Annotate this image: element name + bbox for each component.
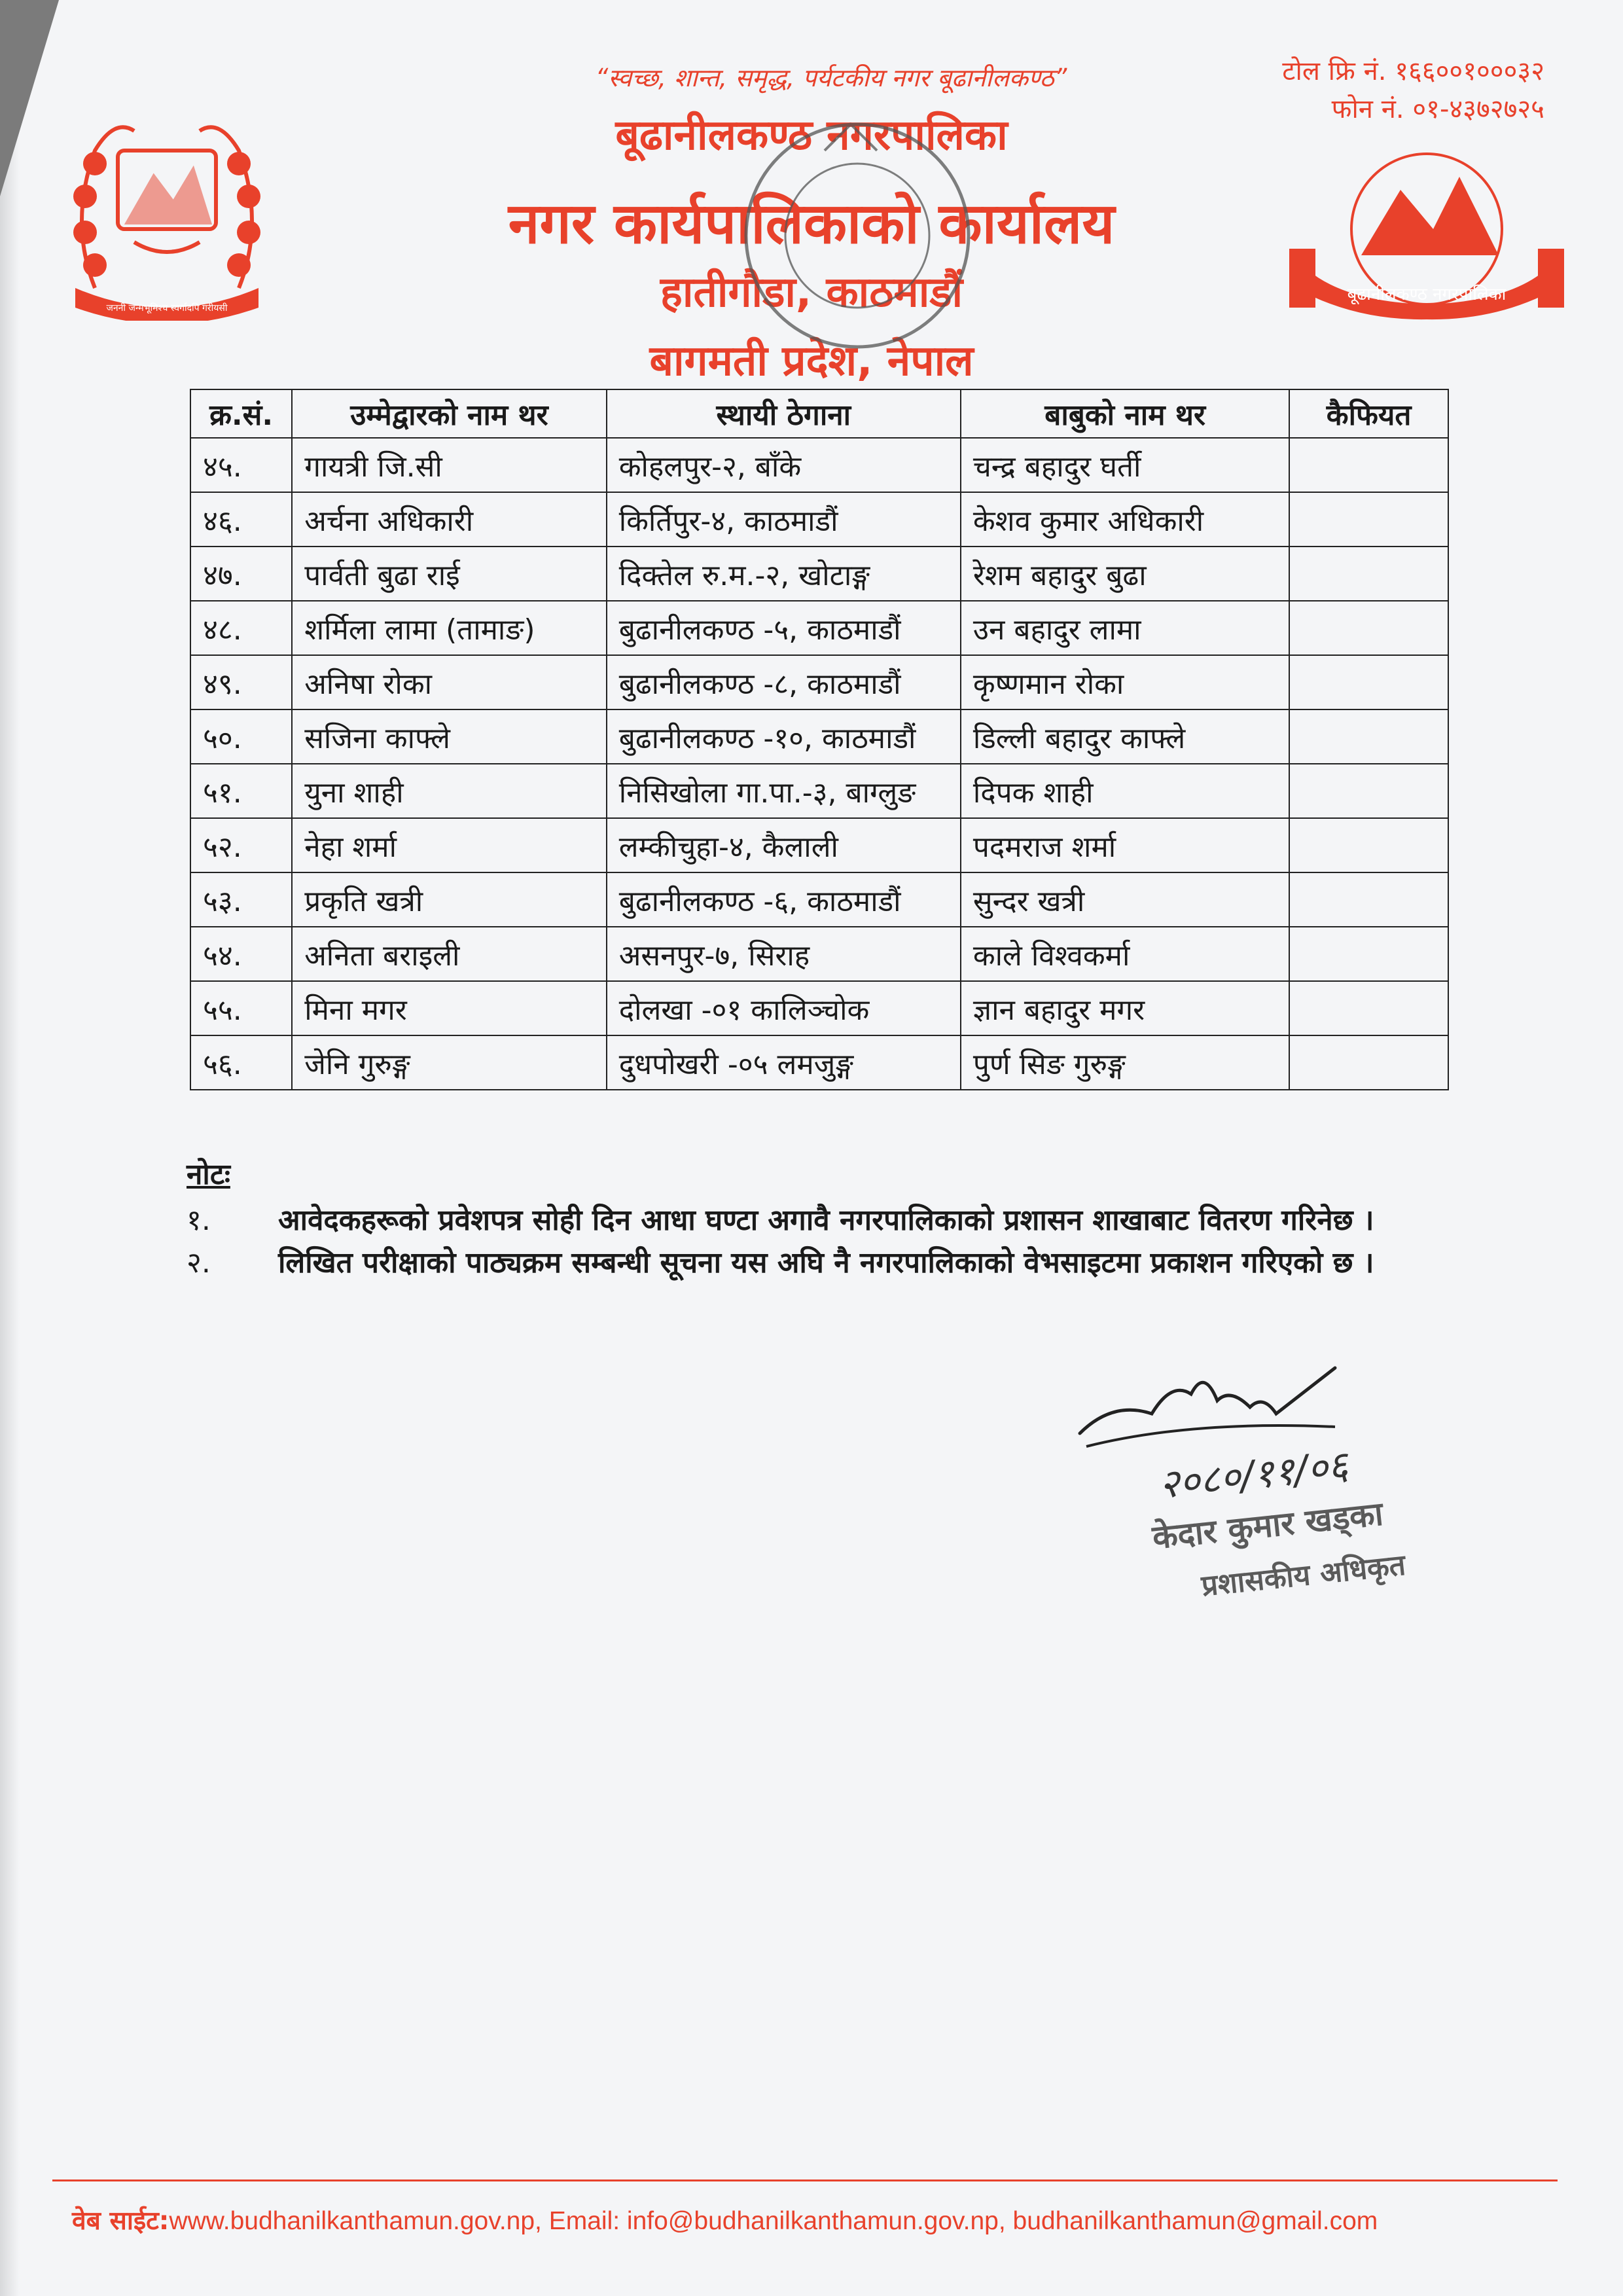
cell-remark: [1289, 1035, 1448, 1090]
municipality-logo-icon: [1283, 151, 1571, 321]
header-remarks: कैफियत: [1289, 389, 1448, 438]
table-row: [190, 601, 1448, 655]
cell-address: किर्तिपुर-४, काठमाडौं: [607, 492, 961, 547]
cell-serial: ५४.: [190, 927, 292, 981]
cell-address: बुढानीलकण्ठ -५, काठमाडौं: [607, 601, 961, 655]
cell-name: शर्मिला लामा (तामाङ): [292, 601, 607, 655]
cell-name: मिना मगर: [292, 981, 607, 1035]
table-row: [190, 709, 1448, 764]
cell-remark: [1289, 438, 1448, 492]
table-row: [190, 655, 1448, 709]
signature-date: २०८०/११/०६: [1156, 1443, 1351, 1508]
cell-remark: [1289, 872, 1448, 927]
toll-free-number: टोल फ्रि नं. १६६००१०००३२: [1282, 56, 1544, 86]
header-candidate-name: उम्मेद्वारको नाम थर: [292, 389, 607, 438]
svg-text:जननी जन्मभूमिश्च स्वर्गादपि गर: जननी जन्मभूमिश्च स्वर्गादपि गरीयसी: [106, 303, 228, 314]
table-row: [190, 872, 1448, 927]
cell-father: केशव कुमार अधिकारी: [961, 492, 1289, 547]
cell-address: निसिखोला गा.पा.-३, बाग्लुङ: [607, 764, 961, 818]
address-line-2: बागमती प्रदेश, नेपाल: [649, 337, 974, 386]
cell-remark: [1289, 927, 1448, 981]
cell-father: काले विश्वकर्मा: [961, 927, 1289, 981]
cell-name: युना शाही: [292, 764, 607, 818]
table-row: [190, 547, 1448, 601]
table-row: [190, 492, 1448, 547]
footer-contacts[interactable]: www.budhanilkanthamun.gov.np, Email: info@budhanilkanthamun.gov.np, budhanilkanthamun@gmail.com: [169, 2207, 1378, 2235]
phone-number: फोन नं. ०१-४३७२७२५: [1331, 94, 1544, 124]
cell-father: उन बहादुर लामा: [961, 601, 1289, 655]
cell-remark: [1289, 709, 1448, 764]
cell-serial: ४९.: [190, 655, 292, 709]
cell-address: बुढानीलकण्ठ -६, काठमाडौं: [607, 872, 961, 927]
cell-father: डिल्ली बहादुर काफ्ले: [961, 709, 1289, 764]
cell-serial: ५२.: [190, 818, 292, 872]
note-item: [187, 1242, 1495, 1281]
note-item: [187, 1199, 1495, 1238]
cell-serial: ५३.: [190, 872, 292, 927]
table-row: [190, 981, 1448, 1035]
cell-serial: ४५.: [190, 438, 292, 492]
cell-name: जेनि गुरुङ्ग: [292, 1035, 607, 1090]
cell-name: नेहा शर्मा: [292, 818, 607, 872]
cell-address: दोलखा -०१ कालिञ्चोक: [607, 981, 961, 1035]
cell-address: लम्कीचुहा-४, कैलाली: [607, 818, 961, 872]
table-row: [190, 818, 1448, 872]
cell-remark: [1289, 601, 1448, 655]
cell-remark: [1289, 547, 1448, 601]
table-row: [190, 1035, 1448, 1090]
header-father-name: बाबुको नाम थर: [961, 389, 1289, 438]
cell-name: प्रकृति खत्री: [292, 872, 607, 927]
scan-corner-fold: [0, 0, 59, 196]
cell-address: दिक्तेल रु.म.-२, खोटाङ्ग: [607, 547, 961, 601]
cell-serial: ५०.: [190, 709, 292, 764]
candidate-table: [190, 389, 1449, 1090]
svg-text:बूढानीलकण्ठ नगरपालिका: बूढानीलकण्ठ नगरपालिका: [1347, 285, 1507, 304]
cell-father: पुर्ण सिङ गुरुङ्ग: [961, 1035, 1289, 1090]
table-body: [190, 438, 1448, 1090]
notes-title: नोटः: [187, 1158, 230, 1191]
note-text: लिखित परीक्षाको पाठ्यक्रम सम्बन्धी सूचना यस अघि नै नगरपालिकाको वेभसाइटमा प्रकाशन गरिएको छ ।: [278, 1246, 1374, 1280]
cell-remark: [1289, 764, 1448, 818]
address-line-1: हातीगौडा, काठमाडौं: [660, 268, 963, 317]
office-title: नगर कार्यपालिकाको कार्यालय: [508, 191, 1115, 257]
cell-name: गायत्री जि.सी: [292, 438, 607, 492]
footer-label: वेब साईट:: [72, 2206, 169, 2236]
header-permanent-address: स्थायी ठेगाना: [607, 389, 961, 438]
motto: “स्वच्छ, शान्त, समृद्ध, पर्यटकीय नगर बूढानीलकण्ठ”: [595, 63, 1067, 92]
cell-name: अनिषा रोका: [292, 655, 607, 709]
org-name: बूढानीलकण्ठ नगरपालिका: [615, 111, 1008, 160]
cell-name: अर्चना अधिकारी: [292, 492, 607, 547]
officer-title: प्रशासकीय अधिकृत: [1200, 1548, 1408, 1604]
header-serial: क्र.सं.: [190, 389, 292, 438]
cell-father: चन्द्र बहादुर घर्ती: [961, 438, 1289, 492]
cell-father: कृष्णमान रोका: [961, 655, 1289, 709]
table-row: [190, 927, 1448, 981]
scan-edge: [0, 0, 20, 2296]
footer-rule: [52, 2179, 1558, 2181]
cell-address: असनपुर-७, सिराह: [607, 927, 961, 981]
cell-serial: ४७.: [190, 547, 292, 601]
nepal-emblem-icon: [56, 92, 278, 321]
note-number: १.: [187, 1204, 211, 1237]
cell-name: पार्वती बुढा राई: [292, 547, 607, 601]
cell-father: पदमराज शर्मा: [961, 818, 1289, 872]
note-number: २.: [187, 1246, 211, 1280]
cell-serial: ५६.: [190, 1035, 292, 1090]
cell-serial: ५५.: [190, 981, 292, 1035]
officer-name: केदार कुमार खड्का: [1150, 1494, 1385, 1557]
office-stamp-icon: [720, 105, 995, 367]
contact-block: [1152, 52, 1544, 128]
cell-serial: ४६.: [190, 492, 292, 547]
table-header-row: [190, 389, 1448, 438]
cell-name: सजिना काफ्ले: [292, 709, 607, 764]
cell-address: बुढानीलकण्ठ -८, काठमाडौं: [607, 655, 961, 709]
note-text: आवेदकहरूको प्रवेशपत्र सोही दिन आधा घण्टा अगावै नगरपालिकाको प्रशासन शाखाबाट वितरण गरिनेछ ।: [278, 1204, 1374, 1237]
cell-address: दुधपोखरी -०५ लमजुङ्ग: [607, 1035, 961, 1090]
cell-father: दिपक शाही: [961, 764, 1289, 818]
cell-remark: [1289, 818, 1448, 872]
cell-serial: ४८.: [190, 601, 292, 655]
cell-father: सुन्दर खत्री: [961, 872, 1289, 927]
table-row: [190, 764, 1448, 818]
cell-address: कोहलपुर-२, बाँके: [607, 438, 961, 492]
cell-remark: [1289, 492, 1448, 547]
cell-serial: ५१.: [190, 764, 292, 818]
cell-remark: [1289, 655, 1448, 709]
footer: [72, 2202, 1603, 2237]
table-row: [190, 438, 1448, 492]
cell-remark: [1289, 981, 1448, 1035]
cell-name: अनिता बराइली: [292, 927, 607, 981]
cell-father: ज्ञान बहादुर मगर: [961, 981, 1289, 1035]
cell-father: रेशम बहादुर बुढा: [961, 547, 1289, 601]
cell-address: बुढानीलकण्ठ -१०, काठमाडौं: [607, 709, 961, 764]
